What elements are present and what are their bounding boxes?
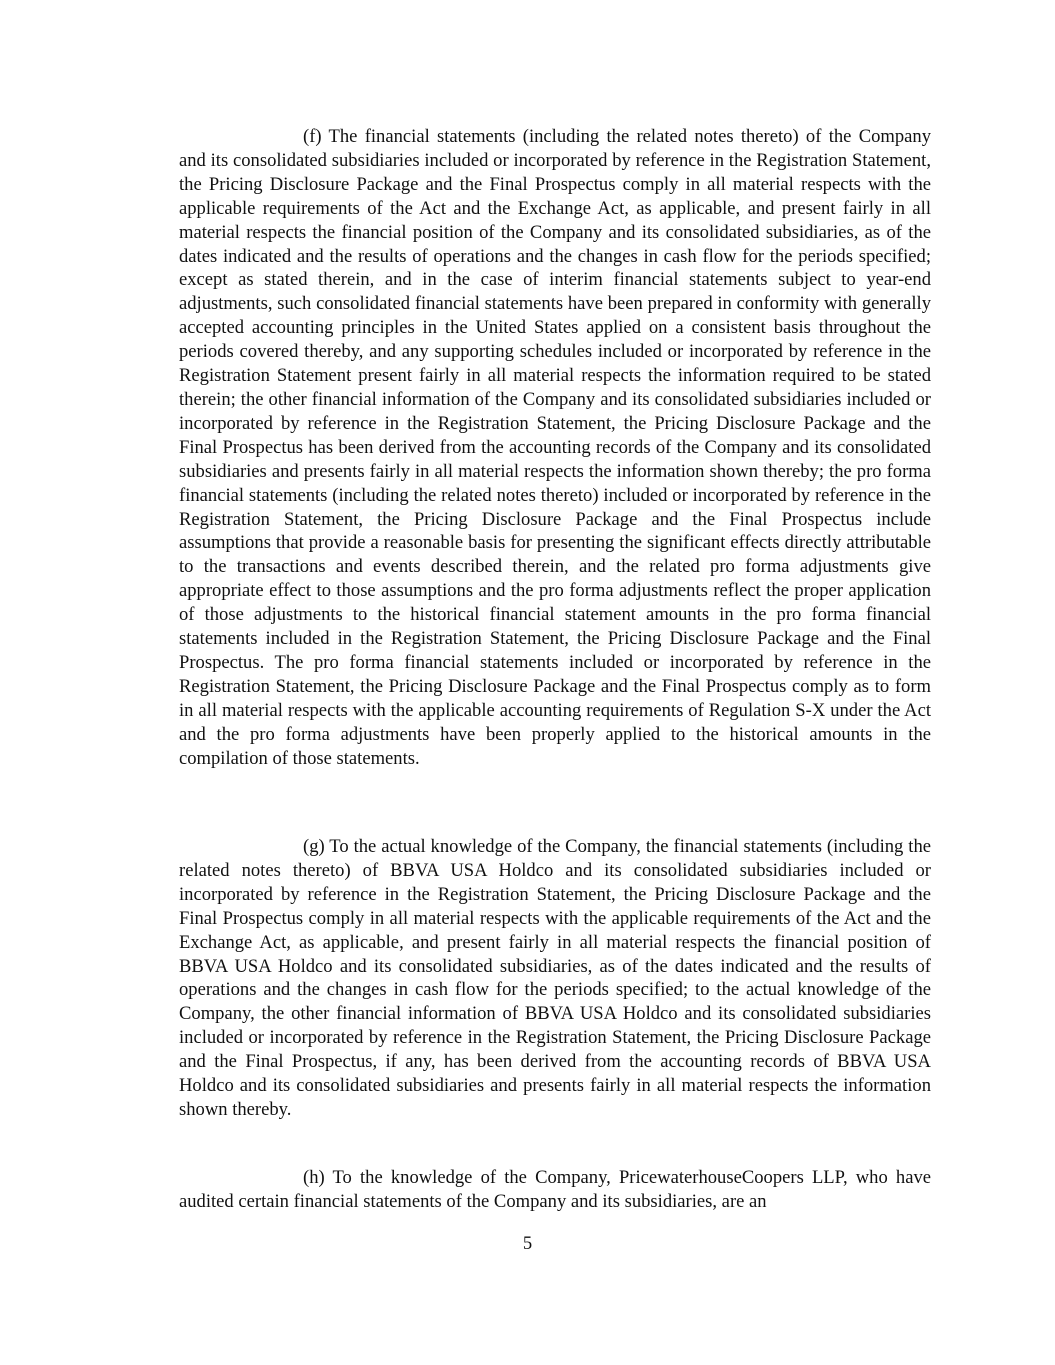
paragraph-g bbox=[179, 835, 931, 1122]
paragraph-h-text: (h) To the knowledge of the Company, PricewaterhouseCoopers LLP, who have audited certain financial statements of the Company and its subsidiaries, are an bbox=[179, 1167, 931, 1212]
paragraph-f bbox=[179, 125, 931, 770]
paragraph-f-text: (f) The financial statements (including the related notes thereto) of the Company and its consolidated subsidiaries included or incorporated by reference in the Registration Statement, the Pricing Disclosure Package and the Final Prospectus comply in all material respects with the applicable requirements of the Act and the Exchange Act, as applicable, and present fairly in all material respects the financial position of the Company and its consolidated subsidiaries, as of the dates indicated and the results of operations and the changes in cash flow for the periods specified; except as stated therein, and in the case of interim financial statements subject to year-end adjustments, such consolidated financial statements have been prepared in conformity with generally accepted accounting principles in the United States applied on a consistent basis throughout the periods covered thereby, and any supporting schedules included or incorporated by reference in the Registration Statement present fairly in all material respects the information required to be stated therein; the other financial information of the Company and its consolidated subsidiaries included or incorporated by reference in the Registration Statement, the Pricing Disclosure Package and the Final Prospectus has been derived from the accounting records of the Company and its consolidated subsidiaries and presents fairly in all material respects the information shown thereby; the pro forma financial statements (including the related notes thereto) included or incorporated by reference in the Registration Statement, the Pricing Disclosure Package and the Final Prospectus include assumptions that provide a reasonable basis for presenting the significant effects directly attributable to the transactions and events described therein, and the related pro forma adjustments give appropriate effect to those assumptions and the pro forma adjustments reflect the proper application of those adjustments to the historical financial statement amounts in the pro forma financial statements included in the Registration Statement, the Pricing Disclosure Package and the Final Prospectus. The pro forma financial statements included or incorporated by reference in the Registration Statement, the Pricing Disclosure Package and the Final Prospectus comply as to form in all material respects with the applicable accounting requirements of Regulation S-X under the Act and the pro forma adjustments have been properly applied to the historical amounts in the compilation of those statements. bbox=[179, 126, 931, 769]
page-number: 5 bbox=[522, 1233, 533, 1254]
paragraph-h bbox=[179, 1166, 931, 1214]
paragraph-g-text: (g) To the actual knowledge of the Company, the financial statements (including the related notes thereto) of BBVA USA Holdco and its consolidated subsidiaries included or incorporated by reference in the Registration Statement, the Pricing Disclosure Package and the Final Prospectus comply in all material respects with the applicable requirements of the Act and the Exchange Act, as applicable, and present fairly in all material respects the financial position of BBVA USA Holdco and its consolidated subsidiaries, as of the dates indicated and the results of operations and the changes in cash flow for the periods specified; to the actual knowledge of the Company, the other financial information of BBVA USA Holdco and its consolidated subsidiaries included or incorporated by reference in the Registration Statement, the Pricing Disclosure Package and the Final Prospectus, if any, has been derived from the accounting records of BBVA USA Holdco and its consolidated subsidiaries and presents fairly in all material respects the information shown thereby. bbox=[179, 836, 931, 1120]
